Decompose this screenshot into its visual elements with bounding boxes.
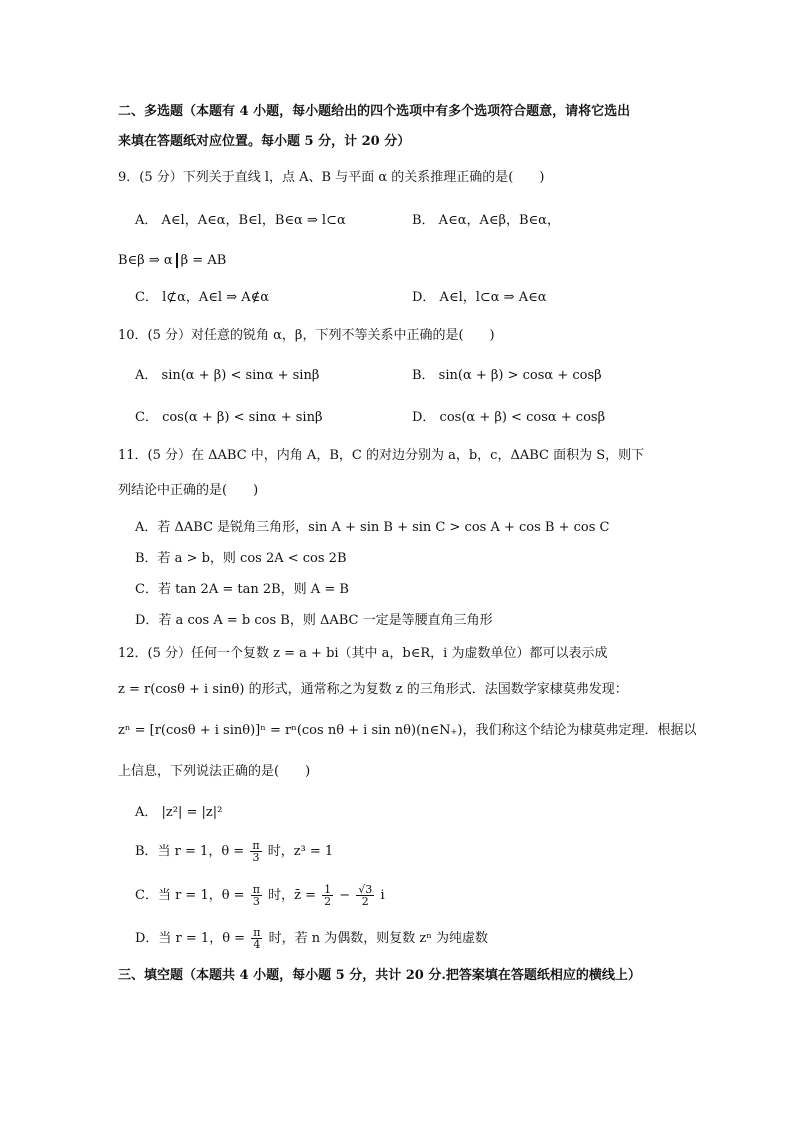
q11-option-a: A．若 ΔABC 是锐角三角形，sin A + sin B + sin C > cos A + cos B + cos C [135, 520, 610, 535]
q10-option-a: A． sin(α + β) < sinα + sinβ [135, 368, 320, 383]
q12-option-c [135, 884, 385, 907]
q9-option-b-right: β = AB [180, 253, 227, 268]
fraction-numerator: 1 [324, 883, 332, 896]
q12-option-b-fraction [250, 840, 261, 863]
q12-option-c-fraction-1 [322, 884, 333, 907]
q11-option-c: C．若 tan 2A = tan 2B，则 A = B [135, 582, 349, 597]
q12-option-d [135, 927, 488, 950]
q12-option-c-fraction-theta [251, 884, 262, 907]
q10-option-b: B． sin(α + β) > cosα + cosβ [412, 368, 602, 383]
q12-option-b-pre: B．当 r = 1，θ = [135, 844, 245, 859]
q9-option-c: C． l⊄α，A∈l ⇒ A∉α [135, 290, 270, 305]
fraction-denominator: 3 [252, 851, 260, 864]
fraction-denominator: 4 [253, 938, 261, 951]
q11-stem-line2: 列结论中正确的是( ) [118, 483, 259, 498]
q9-option-b-continued [118, 252, 226, 270]
fraction-denominator: 2 [324, 895, 332, 908]
q12-option-c-fraction-2 [356, 884, 374, 907]
fraction-numerator: π [252, 883, 260, 896]
q11-option-d: D．若 a cos A = b cos B，则 ΔABC 一定是等腰直角三角形 [135, 613, 493, 628]
section2-header-line2: 来填在答题纸对应位置。每小题 5 分，计 20 分） [118, 134, 411, 149]
q9-option-b: B． A∈α，A∈β，B∈α， [412, 213, 560, 228]
q12-option-c-pre: C．当 r = 1，θ = [135, 888, 245, 903]
fraction-numerator: √3 [358, 883, 373, 896]
q12-stem-line4: 上信息，下列说法正确的是( ) [118, 764, 311, 779]
section3-header: 三、填空题（本题共 4 小题，每小题 5 分，共计 20 分.把答案填在答题纸相应的横线上） [118, 968, 641, 983]
fraction-denominator: 2 [361, 895, 369, 908]
fraction-denominator: 3 [252, 895, 260, 908]
q10-option-c: C． cos(α + β) < sinα + sinβ [135, 410, 323, 425]
q12-stem-line1: 12．(5 分）任何一个复数 z = a + bi（其中 a，b∈R，i 为虚数单位）都可以表示成 [118, 646, 608, 661]
q12-stem-line3: zⁿ = [r(cosθ + i sinθ)]ⁿ = rⁿ(cos nθ + i sin nθ)(n∈N₊)，我们称这个结论为棣莫弗定理．根据以 [118, 723, 697, 738]
q12-option-d-fraction [251, 927, 262, 950]
q12-option-b [135, 840, 333, 863]
fraction-numerator: π [253, 926, 261, 939]
q12-option-c-minus: − [339, 888, 351, 903]
q12-option-c-mid: 时，z̄ = [268, 888, 316, 903]
text-cursor-icon [176, 253, 178, 268]
q9-stem: 9．(5 分）下列关于直线 l，点 A、B 与平面 α 的关系推理正确的是( ) [118, 170, 545, 185]
fraction-numerator: π [252, 839, 260, 852]
q10-option-d: D． cos(α + β) < cosα + cosβ [412, 410, 606, 425]
q12-option-d-pre: D．当 r = 1，θ = [135, 931, 246, 946]
q11-option-b: B．若 a > b，则 cos 2A < cos 2B [135, 551, 347, 566]
q12-stem-line2: z = r(cosθ + i sinθ) 的形式，通常称之为复数 z 的三角形式．法国数学家棣莫弗发现： [118, 682, 628, 697]
q11-stem-line1: 11．(5 分）在 ΔABC 中，内角 A，B，C 的对边分别为 a，b，c，ΔABC 面积为 S，则下 [118, 448, 645, 463]
q9-option-d: D． A∈l，l⊂α ⇒ A∈α [412, 290, 547, 305]
q10-stem: 10．(5 分）对任意的锐角 α，β，下列不等关系中正确的是( ) [118, 328, 495, 343]
q12-option-b-post: 时，z³ = 1 [267, 844, 334, 859]
q9-option-b-left: B∈β ⇒ α [118, 253, 173, 268]
q9-option-a: A． A∈l，A∈α，B∈l，B∈α ⇒ l⊂α [135, 213, 346, 228]
q12-option-c-post: i [380, 888, 385, 903]
section2-header-line1: 二、多选题（本题有 4 小题，每小题给出的四个选项中有多个选项符合题意，请将它选出 [118, 104, 631, 119]
q12-option-d-post: 时，若 n 为偶数，则复数 zⁿ 为纯虚数 [268, 931, 488, 946]
q12-option-a: A． |z²| = |z|² [135, 805, 223, 820]
